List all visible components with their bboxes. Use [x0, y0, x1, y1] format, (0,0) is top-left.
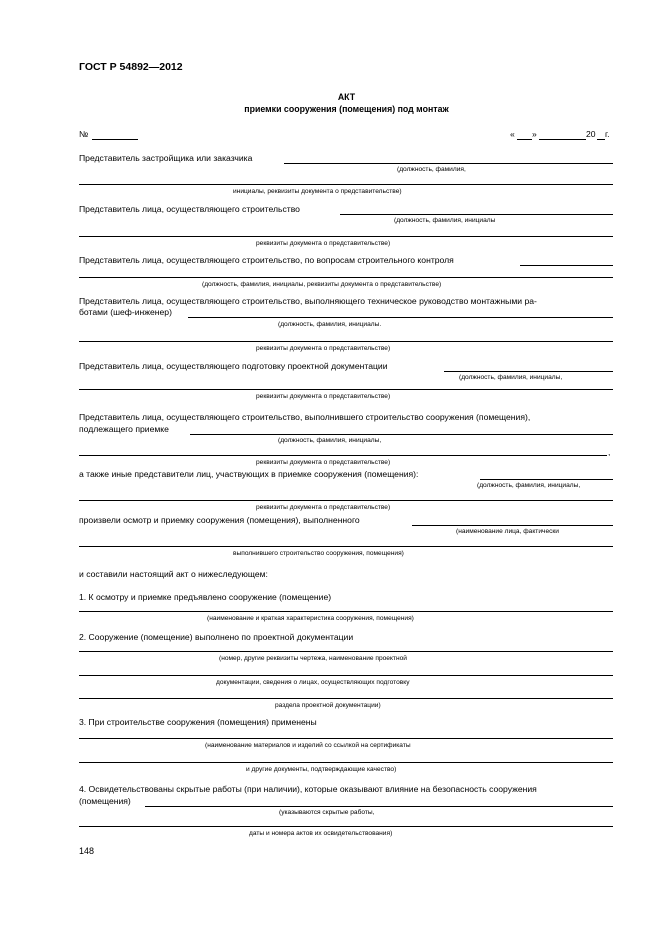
inspection-field[interactable] [412, 525, 613, 526]
item-3-caption-2: и другие документы, подтверждающие качество) [246, 766, 397, 773]
item-2-caption-3: раздела проектной документации) [275, 702, 381, 709]
date-year-field[interactable] [597, 139, 605, 140]
chief-engineer-caption-1: (должность, фамилия, инициалы. [278, 321, 382, 328]
control-rep-label: Представитель лица, осуществляющего строительство, по вопросам строительного контроля [79, 255, 454, 265]
act-title: АКТ [337, 92, 356, 102]
item-2-field-1[interactable] [79, 651, 613, 652]
customer-rep-caption-2: инициалы, реквизиты документа о представительстве) [233, 188, 402, 195]
item-2-field-2[interactable] [79, 675, 613, 676]
chief-engineer-caption-2: реквизиты документа о представительстве) [256, 345, 391, 352]
page-number: 148 [79, 846, 95, 856]
other-reps-label: а также иные представители лиц, участвующих в приемке сооружения (помещения): [79, 469, 419, 479]
item-1-caption: (наименование и краткая характеристика сооружения, помещения) [207, 615, 414, 622]
item-4-field-2[interactable] [79, 826, 613, 827]
inspection-caption-2: выполнившего строительство сооружения, помещения) [233, 550, 404, 557]
date-year-prefix: 20 [586, 129, 596, 139]
date-open-quote: « [510, 129, 515, 139]
contractor-rep-label-2: подлежащего приемке [79, 424, 169, 434]
item-4-label-1: 4. Освидетельствованы скрытые работы (при наличии), которые оказывают влияние на безопасность сооружения [79, 784, 537, 794]
chief-engineer-label-2: ботами (шеф-инженер) [79, 307, 172, 317]
builder-rep-caption-1: (должность, фамилия, инициалы [394, 217, 496, 224]
contractor-rep-caption-2: реквизиты документа о представительстве) [256, 459, 391, 466]
item-3-label: 3. При строительстве сооружения (помещения) применены [79, 717, 317, 727]
date-day-field[interactable] [517, 139, 532, 140]
chief-engineer-field[interactable] [188, 317, 613, 318]
design-rep-field-2[interactable] [79, 389, 613, 390]
date-year-suffix: г. [605, 129, 610, 139]
chief-engineer-label-1: Представитель лица, осуществляющего строительство, выполняющего техническое руководство монтажными ра- [79, 296, 537, 306]
number-label: № [79, 129, 89, 139]
date-close-quote: » [532, 129, 537, 139]
item-2-caption-1: (номер, другие реквизиты чертежа, наименование проектной [219, 655, 407, 662]
control-rep-field[interactable] [520, 265, 613, 266]
inspection-label: произвели осмотр и приемку сооружения (помещения), выполненного [79, 515, 360, 525]
item-4-field-1[interactable] [145, 806, 613, 807]
number-field[interactable] [92, 139, 138, 140]
design-rep-label: Представитель лица, осуществляющего подготовку проектной документации [79, 361, 388, 371]
builder-rep-field-2[interactable] [79, 236, 613, 237]
customer-rep-field-2[interactable] [79, 184, 613, 185]
item-1-label: 1. К осмотру и приемке предъявлено сооружение (помещение) [79, 592, 332, 602]
chief-engineer-field-2[interactable] [79, 341, 613, 342]
intro-text: и составили настоящий акт о нижеследующем: [79, 569, 268, 579]
customer-rep-label: Представитель застройщика или заказчика [79, 153, 253, 163]
item-4-label-2: (помещения) [79, 796, 131, 806]
inspection-caption-1: (наименование лица, фактически [456, 528, 559, 535]
control-rep-field-2[interactable] [79, 277, 613, 278]
other-reps-field-2[interactable] [79, 500, 613, 501]
item-1-field[interactable] [79, 611, 613, 612]
item-3-field-1[interactable] [79, 738, 613, 739]
other-reps-caption-1: (должность, фамилия, инициалы, [477, 482, 581, 489]
date-month-field[interactable] [539, 139, 586, 140]
item-3-caption-1: (наименование материалов и изделий со ссылкой на сертификаты [205, 742, 411, 749]
item-4-caption-1: (указываются скрытые работы, [279, 809, 375, 816]
builder-rep-field[interactable] [340, 214, 613, 215]
contractor-rep-label-1: Представитель лица, осуществляющего строительство, выполнившего строительство сооружения (помещения), [79, 412, 531, 422]
design-rep-caption-2: реквизиты документа о представительстве) [256, 393, 391, 400]
inspection-field-2[interactable] [79, 546, 613, 547]
standard-header: ГОСТ Р 54892—2012 [79, 61, 183, 73]
customer-rep-field[interactable] [284, 163, 613, 164]
act-subtitle: приемки сооружения (помещения) под монтаж [244, 104, 449, 114]
item-2-caption-2: документации, сведения о лицах, осуществляющих подготовку [216, 679, 410, 686]
design-rep-field[interactable] [444, 371, 613, 372]
item-4-caption-2: даты и номера актов их освидетельствования) [249, 830, 393, 837]
item-2-label: 2. Сооружение (помещение) выполнено по проектной документации [79, 632, 354, 642]
builder-rep-caption-2: реквизиты документа о представительстве) [256, 240, 391, 247]
item-2-field-3[interactable] [79, 698, 613, 699]
other-reps-field[interactable] [480, 479, 613, 480]
contractor-rep-field[interactable] [190, 434, 613, 435]
item-3-field-2[interactable] [79, 762, 613, 763]
contractor-rep-field-2[interactable] [79, 455, 607, 456]
customer-rep-caption-1: (должность, фамилия, [397, 166, 466, 173]
builder-rep-label: Представитель лица, осуществляющего строительство [79, 204, 300, 214]
control-rep-caption: (должность, фамилия, инициалы, реквизиты документа о представительстве) [202, 281, 442, 288]
contractor-rep-caption-1: (должность, фамилия, инициалы, [278, 437, 382, 444]
design-rep-caption-1: (должность, фамилия, инициалы, [459, 374, 563, 381]
contractor-rep-comma: , [608, 447, 611, 457]
other-reps-caption-2: реквизиты документа о представительстве) [256, 504, 391, 511]
